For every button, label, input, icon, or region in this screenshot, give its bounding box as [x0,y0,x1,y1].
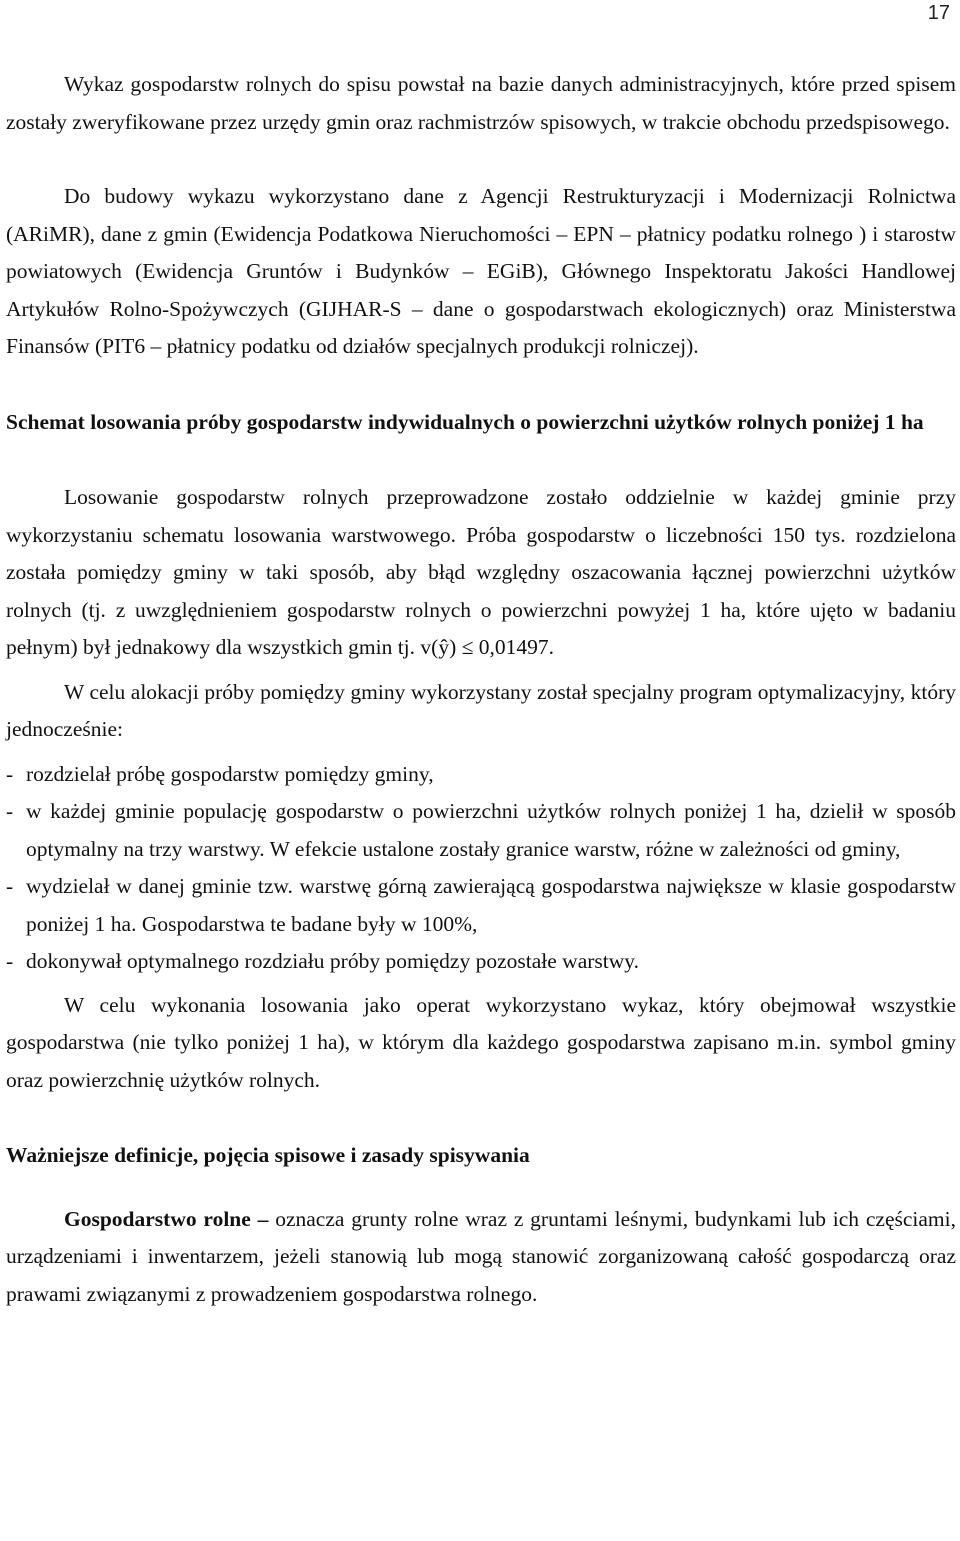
list-item: - rozdzielał próbę gospodarstw pomiędzy gminy, [6,761,434,786]
paragraph-wykaz: Wykaz gospodarstw rolnych do spisu powstał na bazie danych administracyjnych, które przed spisem zostały zweryfikowane przez urzędy gmin oraz rachmistrzów spisowych, w trakcie obchodu przedspisowego. [6,72,956,134]
paragraph-alokacja: W celu alokacji próby pomiędzy gminy wykorzystany został specjalny program optymalizacyjny, który jednocześnie: [6,679,956,741]
page-number: 17 [927,2,950,24]
list-item: - wydzielał w danej gminie tzw. warstwę górną zawierającą gospodarstwa największe w klasie gospodarstw poniżej 1 ha. Gospodarstwa te badane były w 100%, [6,874,956,936]
paragraph-budowa-wykazu: Do budowy wykazu wykorzystano dane z Agencji Restrukturyzacji i Modernizacji Rolnictwa (ARiMR), dane z gmin (Ewidencja Podatkowa Nieruchomości – EPN – płatnicy podatku rolnego ) i starostw powiatowych (Ewidencja Gruntów i Budynków – EGiB), Głównego Inspektoratu Jakości Handlowej Artykułów Rolno-Spożywczych (GIJHAR-S – dane o gospodarstwach ekologicznych) oraz Ministerstwa Finansów (PIT6 – płatnicy podatku od działów specjalnych produkcji rolniczej). [6,184,956,358]
section-heading-definicje: Ważniejsze definicje, pojęcia spisowe i zasady spisywania [6,1143,530,1167]
paragraph-losowanie: Losowanie gospodarstw rolnych przeprowadzone zostało oddzielnie w każdej gminie przy wykorzystaniu schematu losowania warstwowego. Próba gospodarstw o liczebności 150 tys. rozdzielona została pomiędzy gminy w taki sposób, aby błąd względny oszacowania łącznej powierzchni użytków rolnych (tj. z uwzględnieniem gospodarstw rolnych o powierzchni powyżej 1 ha, które ujęto w badaniu pełnym) był jednakowy dla wszystkich gmin tj. v(ŷ) ≤ 0,01497. [6,485,956,659]
definition-text: oznacza grunty rolne wraz z gruntami leśnymi, budynkami lub ich częściami, urządzeniami i inwentarzem, jeżeli stanowią lub mogą stanowić zorganizowaną całość gospodarczą oraz prawami związanymi z prowadzeniem gospodarstwa rolnego. [6,1206,956,1306]
paragraph-operat: W celu wykonania losowania jako operat wykorzystano wykaz, który obejmował wszystkie gospodarstwa (nie tylko poniżej 1 ha), w którym dla każdego gospodarstwa zapisano m.in. symbol gminy oraz powierzchnię użytków rolnych. [6,992,956,1092]
list-item: - dokonywał optymalnego rozdziału próby pomiędzy pozostałe warstwy. [6,949,639,973]
definition-term: Gospodarstwo rolne – [64,1206,269,1231]
section-heading-schemat: Schemat losowania próby gospodarstw indywidualnych o powierzchni użytków rolnych poniżej 1 ha [6,409,924,434]
program-steps-list [6,756,956,981]
paragraph-gospodarstwo-rolne [6,1201,956,1314]
list-item: - w każdej gminie populację gospodarstw o powierzchni użytków rolnych poniżej 1 ha, dzielił w sposób optymalny na trzy warstwy. W efekcie ustalone zostały granice warstw, różne w zależności od gminy, [6,799,956,861]
document-body [6,66,956,1313]
